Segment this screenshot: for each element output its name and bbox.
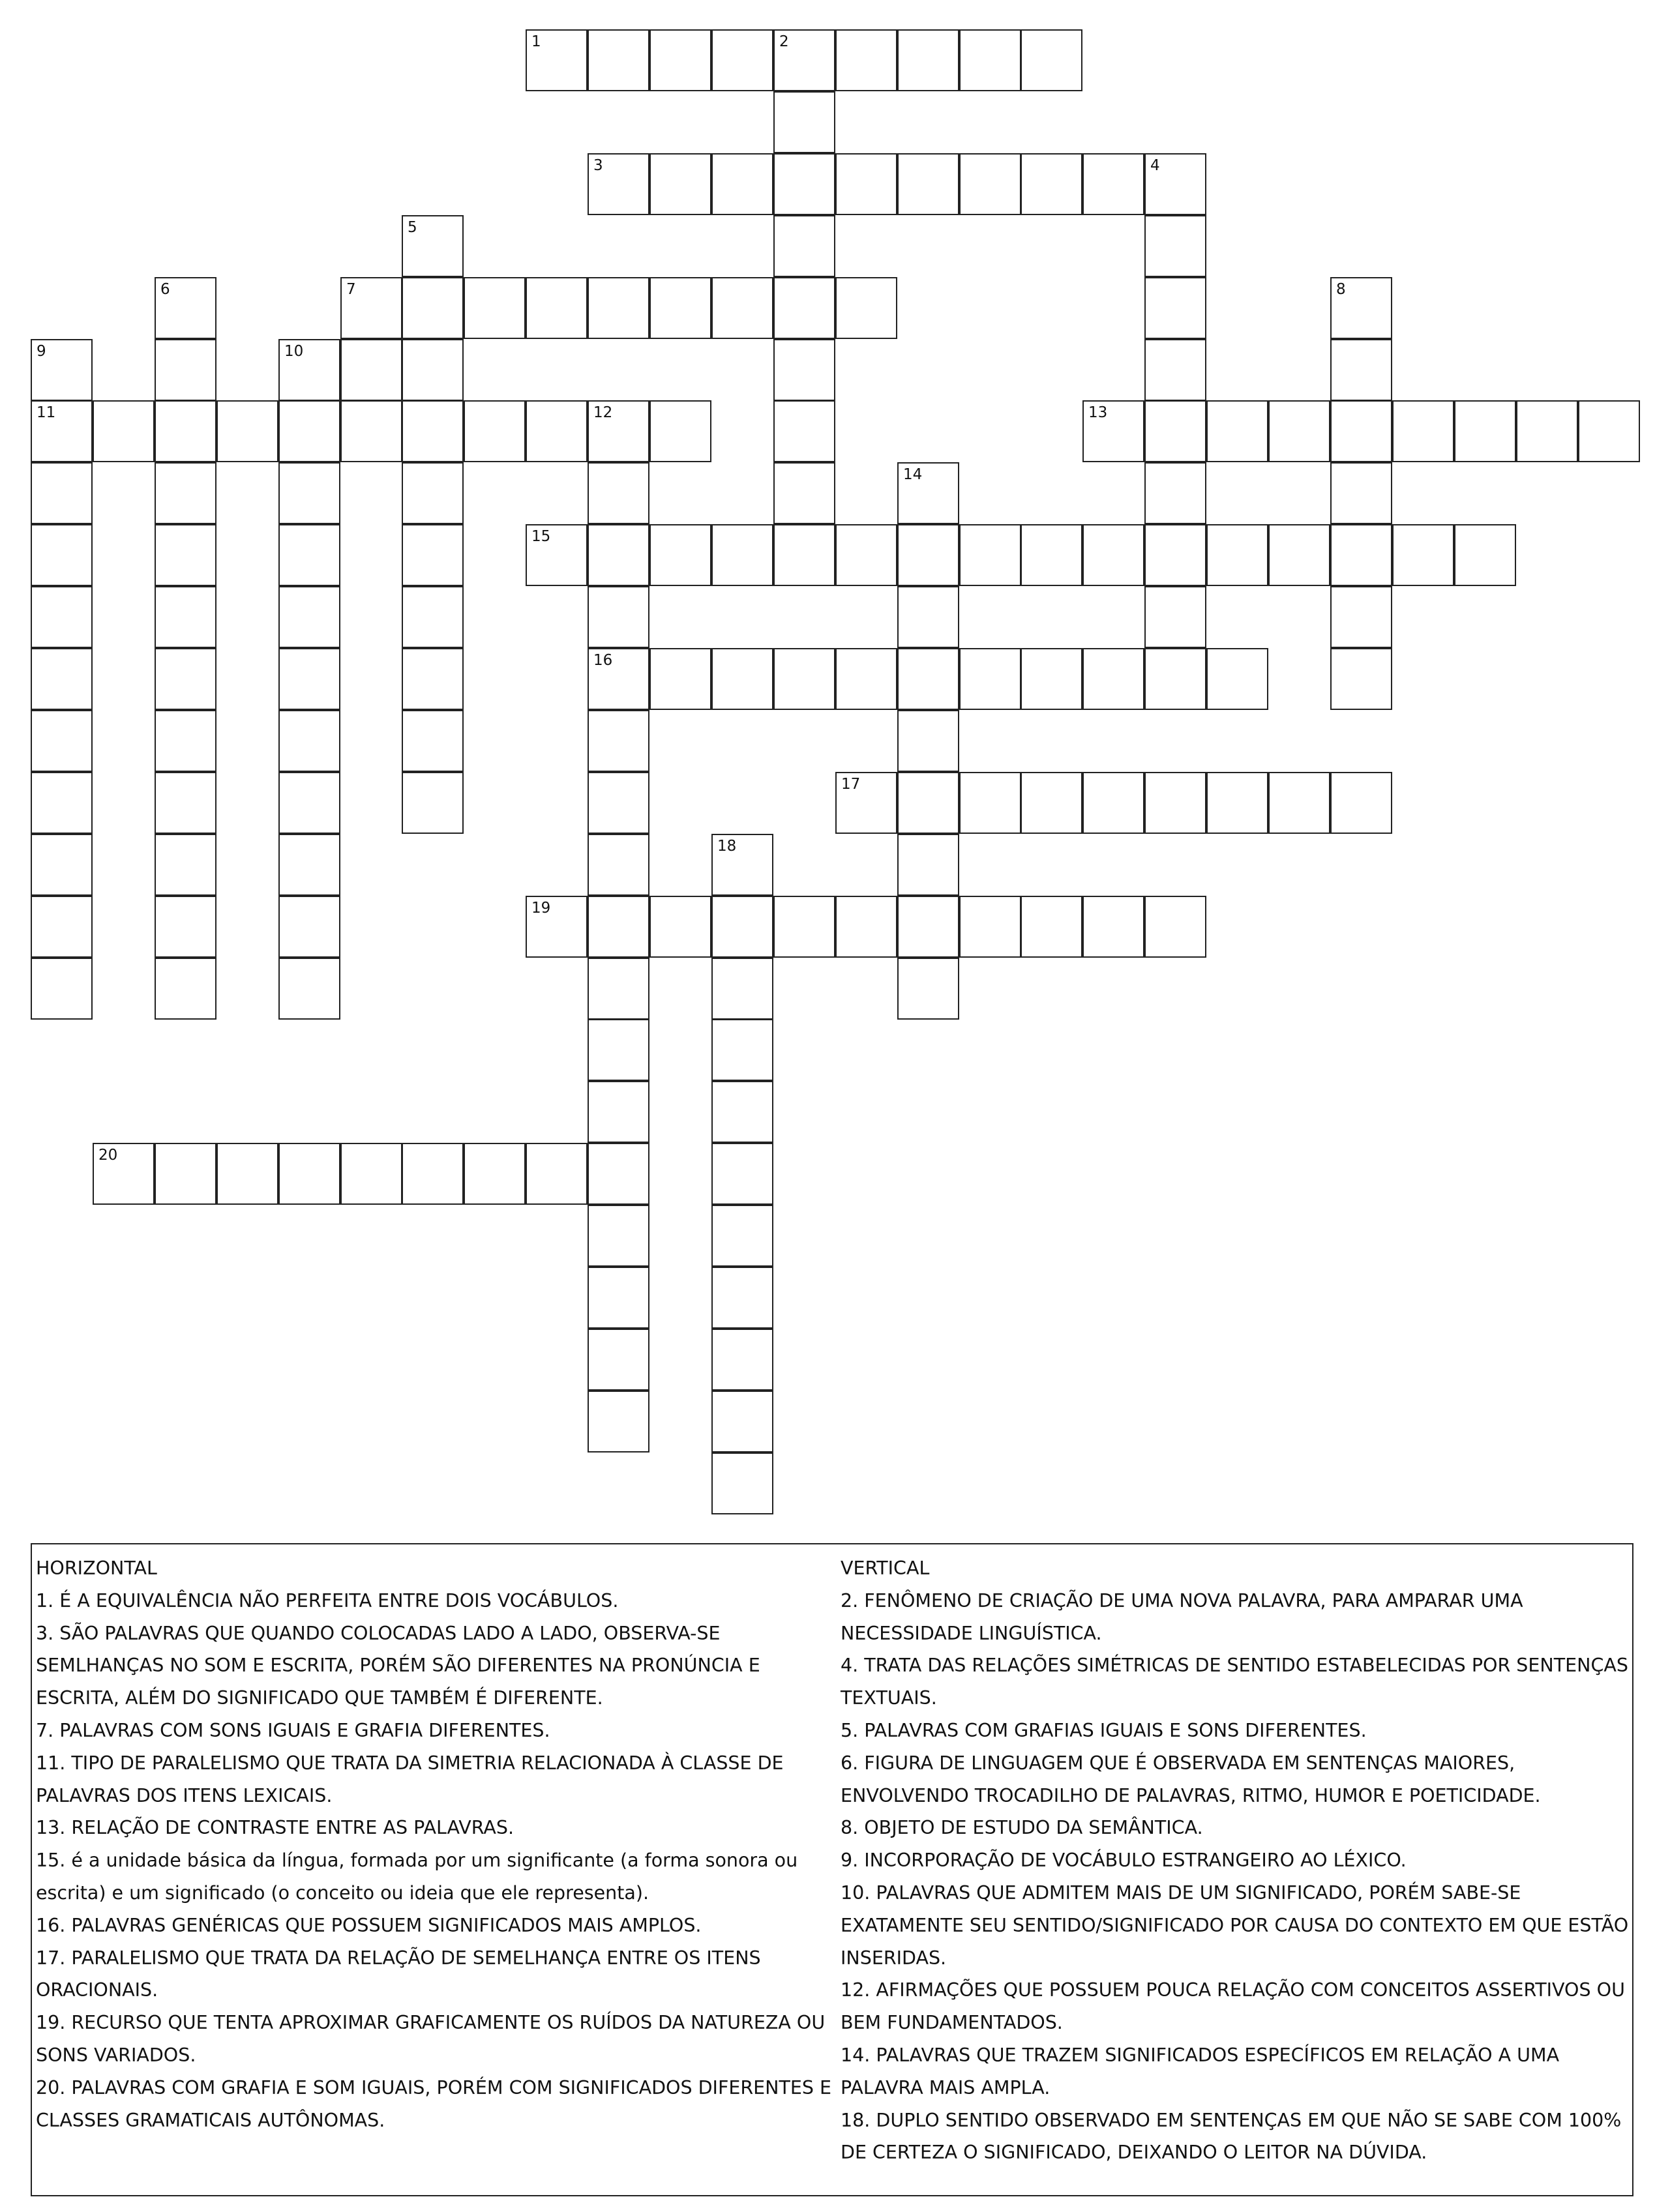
down-clue: 9. INCORPORAÇÃO DE VOCÁBULO ESTRANGEIRO AO LÉXICO. <box>841 1850 1407 1872</box>
grid-cell[interactable] <box>402 277 464 339</box>
grid-cell[interactable] <box>1206 400 1268 462</box>
down-clue: 8. OBJETO DE ESTUDO DA SEMÂNTICA. <box>841 1817 1203 1839</box>
grid-cell[interactable] <box>711 277 773 339</box>
across-heading: HORIZONTAL <box>36 1557 157 1579</box>
grid-cell[interactable] <box>526 1143 588 1205</box>
clue-number: 2 <box>779 33 789 50</box>
grid-cell[interactable] <box>1144 896 1206 958</box>
grid-cell[interactable] <box>835 277 897 339</box>
grid-cell[interactable] <box>155 400 216 462</box>
grid-cell[interactable] <box>155 1143 216 1205</box>
grid-cell[interactable] <box>897 958 959 1020</box>
grid-cell[interactable] <box>278 772 340 834</box>
grid-cell[interactable] <box>773 215 835 277</box>
grid-cell[interactable] <box>711 1329 773 1391</box>
down-clue: 6. FIGURA DE LINGUAGEM QUE É OBSERVADA EM SENTENÇAS MAIORES, ENVOLVENDO TROCADILHO DE PALAVRAS, RITMO, HUMOR E POETICIDADE. <box>841 1752 1541 1806</box>
grid-cell[interactable] <box>588 29 649 91</box>
grid-cell[interactable] <box>1516 400 1578 462</box>
grid-cell[interactable] <box>588 1267 649 1329</box>
grid-cell[interactable] <box>402 1143 464 1205</box>
grid-cell[interactable] <box>31 834 93 896</box>
grid-cell[interactable] <box>31 524 93 586</box>
grid-cell[interactable] <box>773 91 835 153</box>
down-clue: 18. DUPLO SENTIDO OBSERVADO EM SENTENÇAS EM QUE NÃO SE SABE COM 100% DE CERTEZA O SIGNIFICADO, DEIXANDO O LEITOR NA DÚVIDA. <box>841 2109 1622 2164</box>
grid-cell[interactable] <box>1144 586 1206 648</box>
grid-cell[interactable] <box>402 400 464 462</box>
grid-cell[interactable] <box>711 153 773 215</box>
grid-cell[interactable] <box>649 277 711 339</box>
grid-cell[interactable] <box>588 710 649 772</box>
grid-cell[interactable] <box>1206 648 1268 710</box>
across-clue: 19. RECURSO QUE TENTA APROXIMAR GRAFICAMENTE OS RUÍDOS DA NATUREZA OU SONS VARIADOS. <box>36 2012 826 2066</box>
down-clue: 10. PALAVRAS QUE ADMITEM MAIS DE UM SIGNIFICADO, PORÉM SABE-SE EXATAMENTE SEU SENTIDO/SIGNIFICADO POR CAUSA DO CONTEXTO EM QUE ESTÃO INSERIDAS. <box>841 1881 1629 1969</box>
grid-cell[interactable] <box>31 339 93 401</box>
across-clues-column <box>36 1552 844 2136</box>
across-clue: 17. PARALELISMO QUE TRATA DA RELAÇÃO DE SEMELHANÇA ENTRE OS ITENS ORACIONAIS. <box>36 1947 761 2001</box>
grid-cell[interactable] <box>959 772 1021 834</box>
clue-number: 5 <box>408 219 417 236</box>
grid-cell[interactable] <box>1144 524 1206 586</box>
grid-cell[interactable] <box>340 339 402 401</box>
grid-cell[interactable] <box>402 648 464 710</box>
grid-cell[interactable] <box>155 524 216 586</box>
grid-cell[interactable] <box>278 710 340 772</box>
grid-cell[interactable] <box>1330 400 1392 462</box>
grid-cell[interactable] <box>1144 153 1206 215</box>
grid-cell[interactable] <box>588 772 649 834</box>
grid-cell[interactable] <box>711 524 773 586</box>
grid-cell[interactable] <box>155 277 216 339</box>
grid-cell[interactable] <box>711 29 773 91</box>
grid-cell[interactable] <box>773 462 835 524</box>
grid-cell[interactable] <box>711 1019 773 1081</box>
grid-cell[interactable] <box>897 586 959 648</box>
grid-cell[interactable] <box>649 153 711 215</box>
grid-cell[interactable] <box>711 648 773 710</box>
clue-number: 17 <box>841 776 861 793</box>
grid-cell[interactable] <box>959 648 1021 710</box>
grid-cell[interactable] <box>588 1143 649 1205</box>
grid-cell[interactable] <box>773 277 835 339</box>
grid-cell[interactable] <box>897 648 959 710</box>
grid-cell[interactable] <box>402 586 464 648</box>
grid-cell[interactable] <box>588 277 649 339</box>
grid-cell[interactable] <box>835 648 897 710</box>
grid-cell[interactable] <box>216 1143 278 1205</box>
grid-cell[interactable] <box>1144 339 1206 401</box>
grid-cell[interactable] <box>526 896 588 958</box>
grid-cell[interactable] <box>1330 462 1392 524</box>
across-clue: 7. PALAVRAS COM SONS IGUAIS E GRAFIA DIFERENTES. <box>36 1719 550 1741</box>
grid-cell[interactable] <box>278 648 340 710</box>
grid-cell[interactable] <box>1021 896 1082 958</box>
grid-cell[interactable] <box>711 834 773 896</box>
grid-cell[interactable] <box>1144 277 1206 339</box>
down-clues-column <box>841 1552 1631 2169</box>
grid-cell[interactable] <box>278 524 340 586</box>
grid-cell[interactable] <box>588 462 649 524</box>
grid-cell[interactable] <box>340 1143 402 1205</box>
grid-cell[interactable] <box>1330 339 1392 401</box>
clue-number: 4 <box>1150 157 1160 174</box>
grid-cell[interactable] <box>1144 648 1206 710</box>
clue-number: 16 <box>593 652 613 669</box>
grid-cell[interactable] <box>278 834 340 896</box>
grid-cell[interactable] <box>1021 648 1082 710</box>
grid-cell[interactable] <box>588 1019 649 1081</box>
grid-cell[interactable] <box>278 1143 340 1205</box>
grid-cell[interactable] <box>1330 524 1392 586</box>
grid-cell[interactable] <box>1454 524 1516 586</box>
grid-cell[interactable] <box>897 29 959 91</box>
grid-cell[interactable] <box>340 400 402 462</box>
grid-cell[interactable] <box>1454 400 1516 462</box>
grid-cell[interactable] <box>1021 153 1082 215</box>
clue-number: 20 <box>98 1147 118 1164</box>
grid-cell[interactable] <box>1082 772 1144 834</box>
grid-cell[interactable] <box>897 462 959 524</box>
grid-cell[interactable] <box>588 153 649 215</box>
grid-cell[interactable] <box>31 462 93 524</box>
clue-number: 13 <box>1088 404 1108 421</box>
grid-cell[interactable] <box>835 524 897 586</box>
grid-cell[interactable] <box>773 153 835 215</box>
grid-cell[interactable] <box>155 710 216 772</box>
clue-number: 18 <box>717 838 737 855</box>
grid-cell[interactable] <box>402 524 464 586</box>
grid-cell[interactable] <box>31 958 93 1020</box>
grid-cell[interactable] <box>897 710 959 772</box>
grid-cell[interactable] <box>588 1329 649 1391</box>
grid-cell[interactable] <box>588 400 649 462</box>
grid-cell[interactable] <box>93 1143 155 1205</box>
grid-cell[interactable] <box>588 896 649 958</box>
grid-cell[interactable] <box>402 339 464 401</box>
grid-cell[interactable] <box>216 400 278 462</box>
clue-number: 1 <box>531 33 541 50</box>
down-clue: 14. PALAVRAS QUE TRAZEM SIGNIFICADOS ESPECÍFICOS EM RELAÇÃO A UMA PALAVRA MAIS AMPLA. <box>841 2044 1560 2099</box>
grid-cell[interactable] <box>588 1391 649 1453</box>
grid-cell[interactable] <box>588 834 649 896</box>
grid-cell[interactable] <box>773 339 835 401</box>
grid-cell[interactable] <box>835 772 897 834</box>
across-clue: 1. É A EQUIVALÊNCIA NÃO PERFEITA ENTRE DOIS VOCÁBULOS. <box>36 1589 619 1612</box>
clue-number: 14 <box>903 466 923 483</box>
grid-cell[interactable] <box>31 896 93 958</box>
grid-cell[interactable] <box>1268 772 1330 834</box>
grid-cell[interactable] <box>897 834 959 896</box>
clue-number: 19 <box>531 900 551 917</box>
grid-cell[interactable] <box>1082 896 1144 958</box>
grid-cell[interactable] <box>1268 400 1330 462</box>
clue-number: 8 <box>1336 281 1346 298</box>
grid-cell[interactable] <box>1144 400 1206 462</box>
grid-cell[interactable] <box>464 277 526 339</box>
grid-cell[interactable] <box>1578 400 1640 462</box>
grid-cell[interactable] <box>155 648 216 710</box>
grid-cell[interactable] <box>155 586 216 648</box>
grid-cell[interactable] <box>959 524 1021 586</box>
grid-cell[interactable] <box>526 400 588 462</box>
grid-cell[interactable] <box>402 462 464 524</box>
grid-cell[interactable] <box>1144 215 1206 277</box>
clue-number: 7 <box>346 281 356 298</box>
grid-cell[interactable] <box>959 29 1021 91</box>
clue-number: 9 <box>37 343 46 360</box>
grid-cell[interactable] <box>959 153 1021 215</box>
clue-number: 11 <box>37 404 56 421</box>
grid-cell[interactable] <box>1330 277 1392 339</box>
grid-cell[interactable] <box>31 586 93 648</box>
clue-number: 10 <box>284 343 304 360</box>
grid-cell[interactable] <box>649 648 711 710</box>
grid-cell[interactable] <box>711 896 773 958</box>
grid-cell[interactable] <box>1330 772 1392 834</box>
grid-cell[interactable] <box>1021 29 1082 91</box>
across-clue: 20. PALAVRAS COM GRAFIA E SOM IGUAIS, PORÉM COM SIGNIFICADOS DIFERENTES E CLASSES GRAMATICAIS AUTÔNOMAS. <box>36 2076 832 2131</box>
grid-cell[interactable] <box>1206 772 1268 834</box>
clue-number: 3 <box>593 157 603 174</box>
clue-number: 6 <box>160 281 170 298</box>
grid-cell[interactable] <box>402 710 464 772</box>
across-clue: 13. RELAÇÃO DE CONTRASTE ENTRE AS PALAVRAS. <box>36 1817 514 1839</box>
down-clue: 5. PALAVRAS COM GRAFIAS IGUAIS E SONS DIFERENTES. <box>841 1719 1367 1741</box>
grid-cell[interactable] <box>588 524 649 586</box>
clue-number: 15 <box>531 528 551 545</box>
grid-cell[interactable] <box>1082 648 1144 710</box>
down-heading: VERTICAL <box>841 1557 930 1579</box>
grid-cell[interactable] <box>340 277 402 339</box>
grid-cell[interactable] <box>1392 524 1454 586</box>
grid-cell[interactable] <box>773 524 835 586</box>
down-clue: 2. FENÔMENO DE CRIAÇÃO DE UMA NOVA PALAVRA, PARA AMPARAR UMA NECESSIDADE LINGUÍSTICA. <box>841 1589 1523 1644</box>
grid-cell[interactable] <box>155 896 216 958</box>
grid-cell[interactable] <box>155 772 216 834</box>
grid-cell[interactable] <box>1206 524 1268 586</box>
grid-cell[interactable] <box>897 772 959 834</box>
grid-cell[interactable] <box>1330 648 1392 710</box>
grid-cell[interactable] <box>1021 524 1082 586</box>
clues-box <box>31 1543 1633 2196</box>
grid-cell[interactable] <box>711 958 773 1020</box>
grid-cell[interactable] <box>897 524 959 586</box>
across-clue: 11. TIPO DE PARALELISMO QUE TRATA DA SIMETRIA RELACIONADA À CLASSE DE PALAVRAS DOS ITENS LEXICAIS. <box>36 1752 784 1806</box>
grid-cell[interactable] <box>402 215 464 277</box>
grid-cell[interactable] <box>711 1267 773 1329</box>
grid-cell[interactable] <box>1082 400 1144 462</box>
down-clue: 4. TRATA DAS RELAÇÕES SIMÉTRICAS DE SENTIDO ESTABELECIDAS POR SENTENÇAS TEXTUAIS. <box>841 1655 1628 1709</box>
grid-cell[interactable] <box>588 648 649 710</box>
grid-cell[interactable] <box>649 524 711 586</box>
grid-cell[interactable] <box>1144 772 1206 834</box>
across-clue: 16. PALAVRAS GENÉRICAS QUE POSSUEM SIGNIFICADOS MAIS AMPLOS. <box>36 1914 702 1936</box>
grid-cell[interactable] <box>835 29 897 91</box>
down-clue: 12. AFIRMAÇÕES QUE POSSUEM POUCA RELAÇÃO COM CONCEITOS ASSERTIVOS OU BEM FUNDAMENTADOS. <box>841 1979 1625 2034</box>
grid-cell[interactable] <box>526 29 588 91</box>
grid-cell[interactable] <box>1392 400 1454 462</box>
grid-cell[interactable] <box>773 648 835 710</box>
grid-cell[interactable] <box>464 400 526 462</box>
grid-cell[interactable] <box>897 153 959 215</box>
grid-cell[interactable] <box>711 1391 773 1453</box>
grid-cell[interactable] <box>711 1143 773 1205</box>
grid-cell[interactable] <box>155 339 216 401</box>
grid-cell[interactable] <box>402 772 464 834</box>
grid-cell[interactable] <box>278 462 340 524</box>
grid-cell[interactable] <box>526 277 588 339</box>
grid-cell[interactable] <box>31 772 93 834</box>
grid-cell[interactable] <box>1082 153 1144 215</box>
grid-cell[interactable] <box>1082 524 1144 586</box>
grid-cell[interactable] <box>278 586 340 648</box>
across-clue: 15. é a unidade básica da língua, formada por um significante (a forma sonora ou escrita) e um significado (o conceito ou ideia que ele representa). <box>36 1850 798 1904</box>
grid-cell[interactable] <box>773 29 835 91</box>
grid-cell[interactable] <box>31 710 93 772</box>
grid-cell[interactable] <box>835 153 897 215</box>
grid-cell[interactable] <box>835 896 897 958</box>
grid-cell[interactable] <box>155 834 216 896</box>
grid-cell[interactable] <box>278 400 340 462</box>
grid-cell[interactable] <box>526 524 588 586</box>
grid-cell[interactable] <box>1144 462 1206 524</box>
grid-cell[interactable] <box>897 896 959 958</box>
grid-cell[interactable] <box>711 1453 773 1514</box>
grid-cell[interactable] <box>1330 586 1392 648</box>
grid-cell[interactable] <box>588 1081 649 1143</box>
grid-cell[interactable] <box>649 896 711 958</box>
grid-cell[interactable] <box>93 400 155 462</box>
grid-cell[interactable] <box>464 1143 526 1205</box>
grid-cell[interactable] <box>588 586 649 648</box>
grid-cell[interactable] <box>959 896 1021 958</box>
grid-cell[interactable] <box>588 1205 649 1267</box>
grid-cell[interactable] <box>155 462 216 524</box>
grid-cell[interactable] <box>155 958 216 1020</box>
grid-cell[interactable] <box>649 400 711 462</box>
grid-cell[interactable] <box>711 1081 773 1143</box>
grid-cell[interactable] <box>278 958 340 1020</box>
across-clue: 3. SÃO PALAVRAS QUE QUANDO COLOCADAS LADO A LADO, OBSERVA-SE SEMLHANÇAS NO SOM E ESCRITA, PORÉM SÃO DIFERENTES NA PRONÚNCIA E ESCRITA, ALÉM DO SIGNIFICADO QUE TAMBÉM É DIFERENTE. <box>36 1622 760 1709</box>
grid-cell[interactable] <box>588 958 649 1020</box>
grid-cell[interactable] <box>711 1205 773 1267</box>
grid-cell[interactable] <box>773 400 835 462</box>
grid-cell[interactable] <box>1021 772 1082 834</box>
grid-cell[interactable] <box>31 648 93 710</box>
grid-cell[interactable] <box>649 29 711 91</box>
grid-cell[interactable] <box>1268 524 1330 586</box>
grid-cell[interactable] <box>773 896 835 958</box>
grid-cell[interactable] <box>31 400 93 462</box>
grid-cell[interactable] <box>278 339 340 401</box>
grid-cell[interactable] <box>278 896 340 958</box>
clue-number: 12 <box>593 404 613 421</box>
